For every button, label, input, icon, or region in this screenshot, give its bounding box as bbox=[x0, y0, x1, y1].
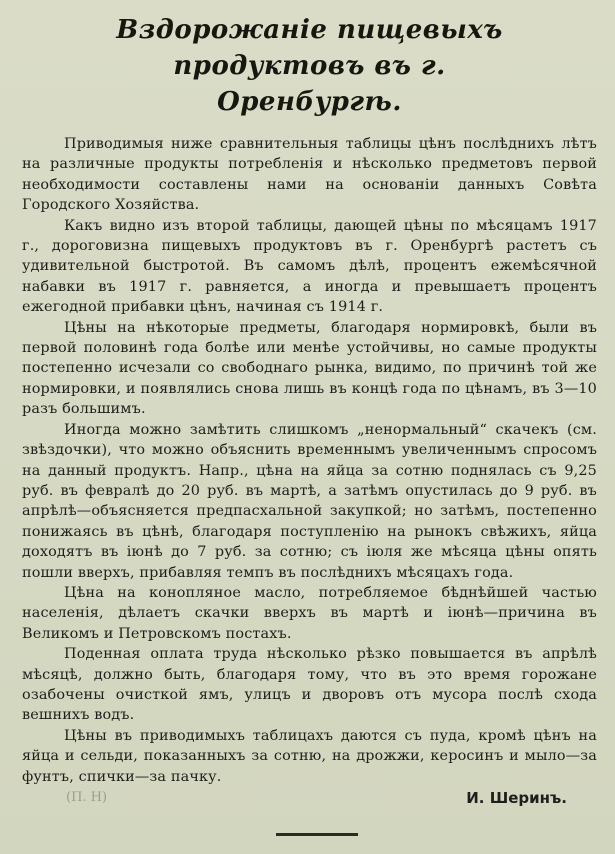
paragraph-rationing: Цѣны на нѣкоторые предметы, благодаря нормировкѣ, были въ первой половинѣ года болѣе или менѣе устойчивы, но самые продукты постепенно исчезали со свободнаго рынка, видимо, по причинѣ той же нормировки, и появлялись снова лишь въ концѣ года по цѣнамъ, въ 3—10 разъ большимъ. bbox=[22, 319, 597, 418]
paragraph-price-jumps: Иногда можно замѣтить слишкомъ „ненормальный“ скачекъ (см. звѣздочки), что можно объяснить временнымъ увеличеннымъ спросомъ на данный продуктъ. Напр., цѣна на яйца за сотню поднялась съ 9,25 руб. въ февралѣ до 20 руб. въ мартѣ, а затѣмъ опустилась до 9 руб. въ апрѣлѣ—объясняется предпасхальной закупкой; но затѣмъ, постепенно понижаясь въ цѣнѣ, благодаря поступленію на рынокъ свѣжихъ, яйца доходятъ въ іюнѣ до 7 руб. за сотню; съ іюля же мѣсяца цѣны опять пошли вверхъ, прибавляя темпъ въ послѣднихъ мѣсяцахъ года. bbox=[22, 421, 597, 581]
author-signature: И. Шеринъ. bbox=[466, 789, 567, 807]
paragraph-day-labor: Поденная оплата труда нѣсколько рѣзко повышается въ апрѣлѣ мѣсяцѣ, должно быть, благодаря тому, что въ это время горожане озабочены очисткой ямъ, улицъ и дворовъ отъ мусора послѣ схода вешнихъ водъ. bbox=[22, 646, 597, 724]
paragraph-intro: Приводимыя ниже сравнительныя таблицы цѣнъ послѣднихъ лѣтъ на различные продукты потребленія и нѣсколько предметовъ первой необходимости составлены нами на основаніи данныхъ Совѣта Городского Хозяйства. bbox=[22, 136, 597, 214]
article-title bbox=[22, 12, 597, 120]
article-title-line-1: Вздорожаніе пищевыхъ продуктовъ въ г. bbox=[116, 15, 503, 81]
article-title-line-2: Оренбургѣ. bbox=[217, 87, 402, 117]
article-body bbox=[22, 134, 597, 787]
paragraph-monthly-prices: Какъ видно изъ второй таблицы, дающей цѣны по мѣсяцамъ 1917 г., дороговизна пищевыхъ продуктовъ въ г. Оренбургѣ растетъ съ удивительной быстротой. Въ самомъ дѣлѣ, процентъ ежемѣсячной набавки въ 1917 г. равняется, а иногда и превышаетъ процентъ ежегодной прибавки цѣнъ, начиная съ 1914 г. bbox=[22, 217, 597, 316]
faded-stamp: (П. Н) bbox=[66, 790, 108, 805]
paragraph-units: Цѣны въ приводимыхъ таблицахъ даются съ пуда, кромѣ цѣнъ на яйца и сельди, показанныхъ за сотню, на дрожжи, керосинъ и мыло—за фунтъ, спички—за пачку. bbox=[22, 727, 597, 785]
closing-rule bbox=[276, 833, 358, 836]
paragraph-hemp-oil: Цѣна на конопляное масло, потребляемое бѣднѣйшей частью населенія, дѣлаетъ скачки вверхъ въ мартѣ и іюнѣ—причина въ Великомъ и Петровскомъ постахъ. bbox=[22, 584, 597, 642]
